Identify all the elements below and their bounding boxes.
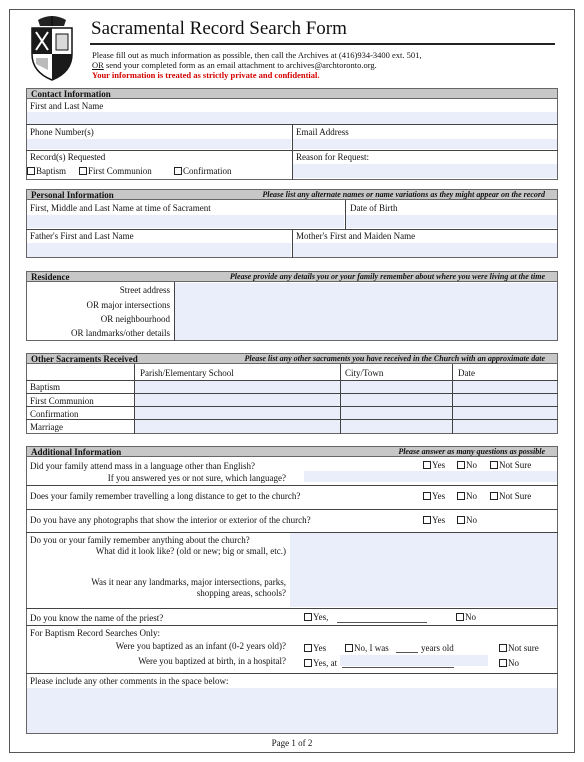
language-field[interactable] xyxy=(304,471,557,482)
checkbox[interactable] xyxy=(490,492,498,500)
infant-question: Were you baptized as an infant (0-2 years old)? xyxy=(115,641,286,651)
checkbox[interactable] xyxy=(345,644,353,652)
record-option-baptism[interactable] xyxy=(27,166,66,177)
baptism-option-label: Baptism xyxy=(36,166,67,176)
language-yes-option[interactable] xyxy=(423,460,445,471)
additional-header-note: Please answer as many questions as possible xyxy=(398,447,545,456)
privacy-notice: Your information is treated as strictly private and confidential. xyxy=(92,70,320,80)
language-question: Did your family attend mass in a language other than English? xyxy=(30,461,255,471)
travel-not-sure-option[interactable] xyxy=(490,491,531,502)
no-label: No xyxy=(466,460,477,470)
age-line[interactable] xyxy=(396,652,418,653)
yes-label: Yes xyxy=(432,460,446,470)
form-title: Sacramental Record Search Form xyxy=(91,18,347,39)
title-underline xyxy=(90,43,555,45)
other-sacraments-section-header xyxy=(26,353,558,364)
first-communion-date-cell[interactable] xyxy=(453,394,557,406)
remember-question: Do you or your family remember anything about the church? xyxy=(30,535,250,545)
reason-label: Reason for Request: xyxy=(296,152,369,162)
divider xyxy=(26,150,558,151)
landmarks-question-line-2: shopping areas, schools? xyxy=(196,588,286,598)
divider xyxy=(26,509,558,510)
personal-header-label: Personal Information xyxy=(31,190,114,200)
column-header-city: City/Town xyxy=(345,368,384,378)
personal-header-note: Please list any alternate names or name variations as they might appear on the record xyxy=(262,190,545,199)
residence-section-header xyxy=(26,271,558,282)
mother-name-field[interactable] xyxy=(293,243,557,257)
checkbox[interactable] xyxy=(174,167,182,175)
checkbox[interactable] xyxy=(457,492,465,500)
checkbox[interactable] xyxy=(423,492,431,500)
priest-no-option[interactable] xyxy=(456,612,476,623)
church-memories-field[interactable] xyxy=(290,533,557,607)
language-followup-question: If you answered yes or not sure, which language? xyxy=(107,473,286,483)
photos-no-option[interactable] xyxy=(457,515,477,526)
column-header-parish: Parish/Elementary School xyxy=(140,368,234,378)
baptism-city-cell[interactable] xyxy=(341,381,452,393)
checkbox[interactable] xyxy=(304,644,312,652)
yes-label: Yes xyxy=(313,643,327,653)
no-i-was-label: No, I was xyxy=(354,643,389,653)
infant-yes-option[interactable] xyxy=(304,643,326,654)
marriage-parish-cell[interactable] xyxy=(135,420,340,433)
baptism-only-label: For Baptism Record Searches Only: xyxy=(30,628,160,638)
residence-header-label: Residence xyxy=(31,272,70,282)
mother-name-label: Mother's First and Maiden Name xyxy=(296,231,416,241)
checkbox[interactable] xyxy=(490,461,498,469)
divider xyxy=(26,608,558,609)
yes-comma-label: Yes, xyxy=(313,612,329,622)
father-name-field[interactable] xyxy=(27,243,291,257)
priest-question: Do you know the name of the priest? xyxy=(30,613,164,623)
confirmation-parish-cell[interactable] xyxy=(135,407,340,419)
contact-header-label: Contact Information xyxy=(31,89,111,99)
infant-not-sure-option[interactable] xyxy=(499,643,539,654)
checkbox[interactable] xyxy=(304,613,312,621)
language-no-option[interactable] xyxy=(457,460,477,471)
comments-field[interactable] xyxy=(27,688,557,733)
birth-question: Were you baptized at birth, in a hospital? xyxy=(138,656,286,666)
phone-field[interactable] xyxy=(27,139,291,149)
first-communion-option-label: First Communion xyxy=(88,166,152,176)
neighbourhood-label: OR neighbourhood xyxy=(100,314,170,324)
priest-yes-option[interactable] xyxy=(304,612,328,623)
first-communion-city-cell[interactable] xyxy=(341,394,452,406)
yes-label: Yes xyxy=(432,515,446,525)
confirmation-option-label: Confirmation xyxy=(183,166,232,176)
contact-section-header xyxy=(26,88,558,99)
confirmation-city-cell[interactable] xyxy=(341,407,452,419)
other-sacraments-header-label: Other Sacraments Received xyxy=(31,354,138,364)
name-at-sacrament-field[interactable] xyxy=(27,215,344,228)
phone-label: Phone Number(s) xyxy=(30,127,94,137)
landmarks-question-line-1: Was it near any landmarks, major intersections, parks, xyxy=(91,577,286,587)
travel-yes-option[interactable] xyxy=(423,491,445,502)
no-label: No xyxy=(465,612,476,622)
record-option-confirmation[interactable] xyxy=(174,166,232,177)
divider xyxy=(26,625,558,626)
hospital-line xyxy=(342,667,454,668)
baptism-parish-cell[interactable] xyxy=(135,381,340,393)
divider xyxy=(26,673,558,674)
not-sure-label: Not Sure xyxy=(499,460,532,470)
row-label-confirmation: Confirmation xyxy=(30,409,79,419)
look-question: What did it look like? (old or new; big or small, etc.) xyxy=(95,546,286,556)
marriage-date-cell[interactable] xyxy=(453,420,557,433)
row-label-first-communion: First Communion xyxy=(30,396,94,406)
name-at-sacrament-label: First, Middle and Last Name at time of Sacrament xyxy=(30,203,211,213)
birth-no-option[interactable] xyxy=(499,658,519,669)
checkbox[interactable] xyxy=(423,461,431,469)
father-name-label: Father's First and Last Name xyxy=(30,231,134,241)
additional-section-header xyxy=(26,446,558,457)
travel-question: Does your family remember travelling a long distance to get to the church? xyxy=(30,491,301,501)
photos-question: Do you have any photographs that show the interior or exterior of the church? xyxy=(30,515,311,525)
no-label: No xyxy=(466,491,477,501)
landmarks-label: OR landmarks/other details xyxy=(71,328,170,338)
first-last-name-field[interactable] xyxy=(27,112,557,124)
record-option-first-communion[interactable] xyxy=(79,166,152,177)
yes-label: Yes xyxy=(432,491,446,501)
first-communion-parish-cell[interactable] xyxy=(135,394,340,406)
column-header-date: Date xyxy=(458,368,475,378)
hospital-field[interactable] xyxy=(340,655,488,666)
checkbox[interactable] xyxy=(457,461,465,469)
reason-field[interactable] xyxy=(293,164,557,178)
checkbox[interactable] xyxy=(423,516,431,524)
date-of-birth-label: Date of Birth xyxy=(350,203,398,213)
records-requested-label: Record(s) Requested xyxy=(30,152,106,162)
checkbox[interactable] xyxy=(27,167,35,175)
photos-yes-option[interactable] xyxy=(423,515,445,526)
comments-label: Please include any other comments in the space below: xyxy=(30,676,229,686)
infant-no-option[interactable] xyxy=(345,643,389,654)
checkbox[interactable] xyxy=(79,167,87,175)
page-number: Page 1 of 2 xyxy=(271,738,313,748)
major-intersections-label: OR major intersections xyxy=(86,300,170,310)
no-label: No xyxy=(466,515,477,525)
intro-or: OR xyxy=(92,60,104,70)
checkbox[interactable] xyxy=(457,516,465,524)
street-address-label: Street address xyxy=(119,285,170,295)
personal-section-header xyxy=(26,189,558,200)
intro-line-1: Please fill out as much information as possible, then call the Archives at (416)934-3400 ext. 501, xyxy=(92,50,422,60)
intro-line-2 xyxy=(92,60,377,70)
travel-no-option[interactable] xyxy=(457,491,477,502)
language-not-sure-option[interactable] xyxy=(490,460,531,471)
date-of-birth-field[interactable] xyxy=(346,215,557,228)
checkbox[interactable] xyxy=(499,659,507,667)
email-field[interactable] xyxy=(293,139,557,149)
residence-details-field[interactable] xyxy=(175,283,557,340)
checkbox[interactable] xyxy=(456,613,464,621)
checkbox[interactable] xyxy=(304,659,312,667)
marriage-city-cell[interactable] xyxy=(341,420,452,433)
not-sure-label: Not sure xyxy=(508,643,539,653)
birth-yes-option[interactable] xyxy=(304,658,337,669)
baptism-date-cell[interactable] xyxy=(453,381,557,393)
priest-name-line[interactable] xyxy=(337,622,427,623)
yes-at-label: Yes, at xyxy=(313,658,338,668)
years-old-label: years old xyxy=(421,643,454,653)
email-label: Email Address xyxy=(296,127,349,137)
first-last-name-label: First and Last Name xyxy=(30,101,104,111)
no-label: No xyxy=(508,658,519,668)
intro-line-2-rest: send your completed form as an email attachment to archives@archtoronto.org. xyxy=(103,60,377,70)
divider xyxy=(26,485,558,486)
not-sure-label: Not Sure xyxy=(499,491,532,501)
checkbox[interactable] xyxy=(499,644,507,652)
other-sacraments-header-note: Please list any other sacraments you have received in the Church with an approximate date xyxy=(244,354,545,363)
row-label-baptism: Baptism xyxy=(30,382,61,392)
residence-header-note: Please provide any details you or your family remember about where you were living at the time xyxy=(229,272,545,281)
archdiocese-crest-logo xyxy=(28,14,76,84)
confirmation-date-cell[interactable] xyxy=(453,407,557,419)
row-label-marriage: Marriage xyxy=(30,422,63,432)
additional-header-label: Additional Information xyxy=(31,447,122,457)
